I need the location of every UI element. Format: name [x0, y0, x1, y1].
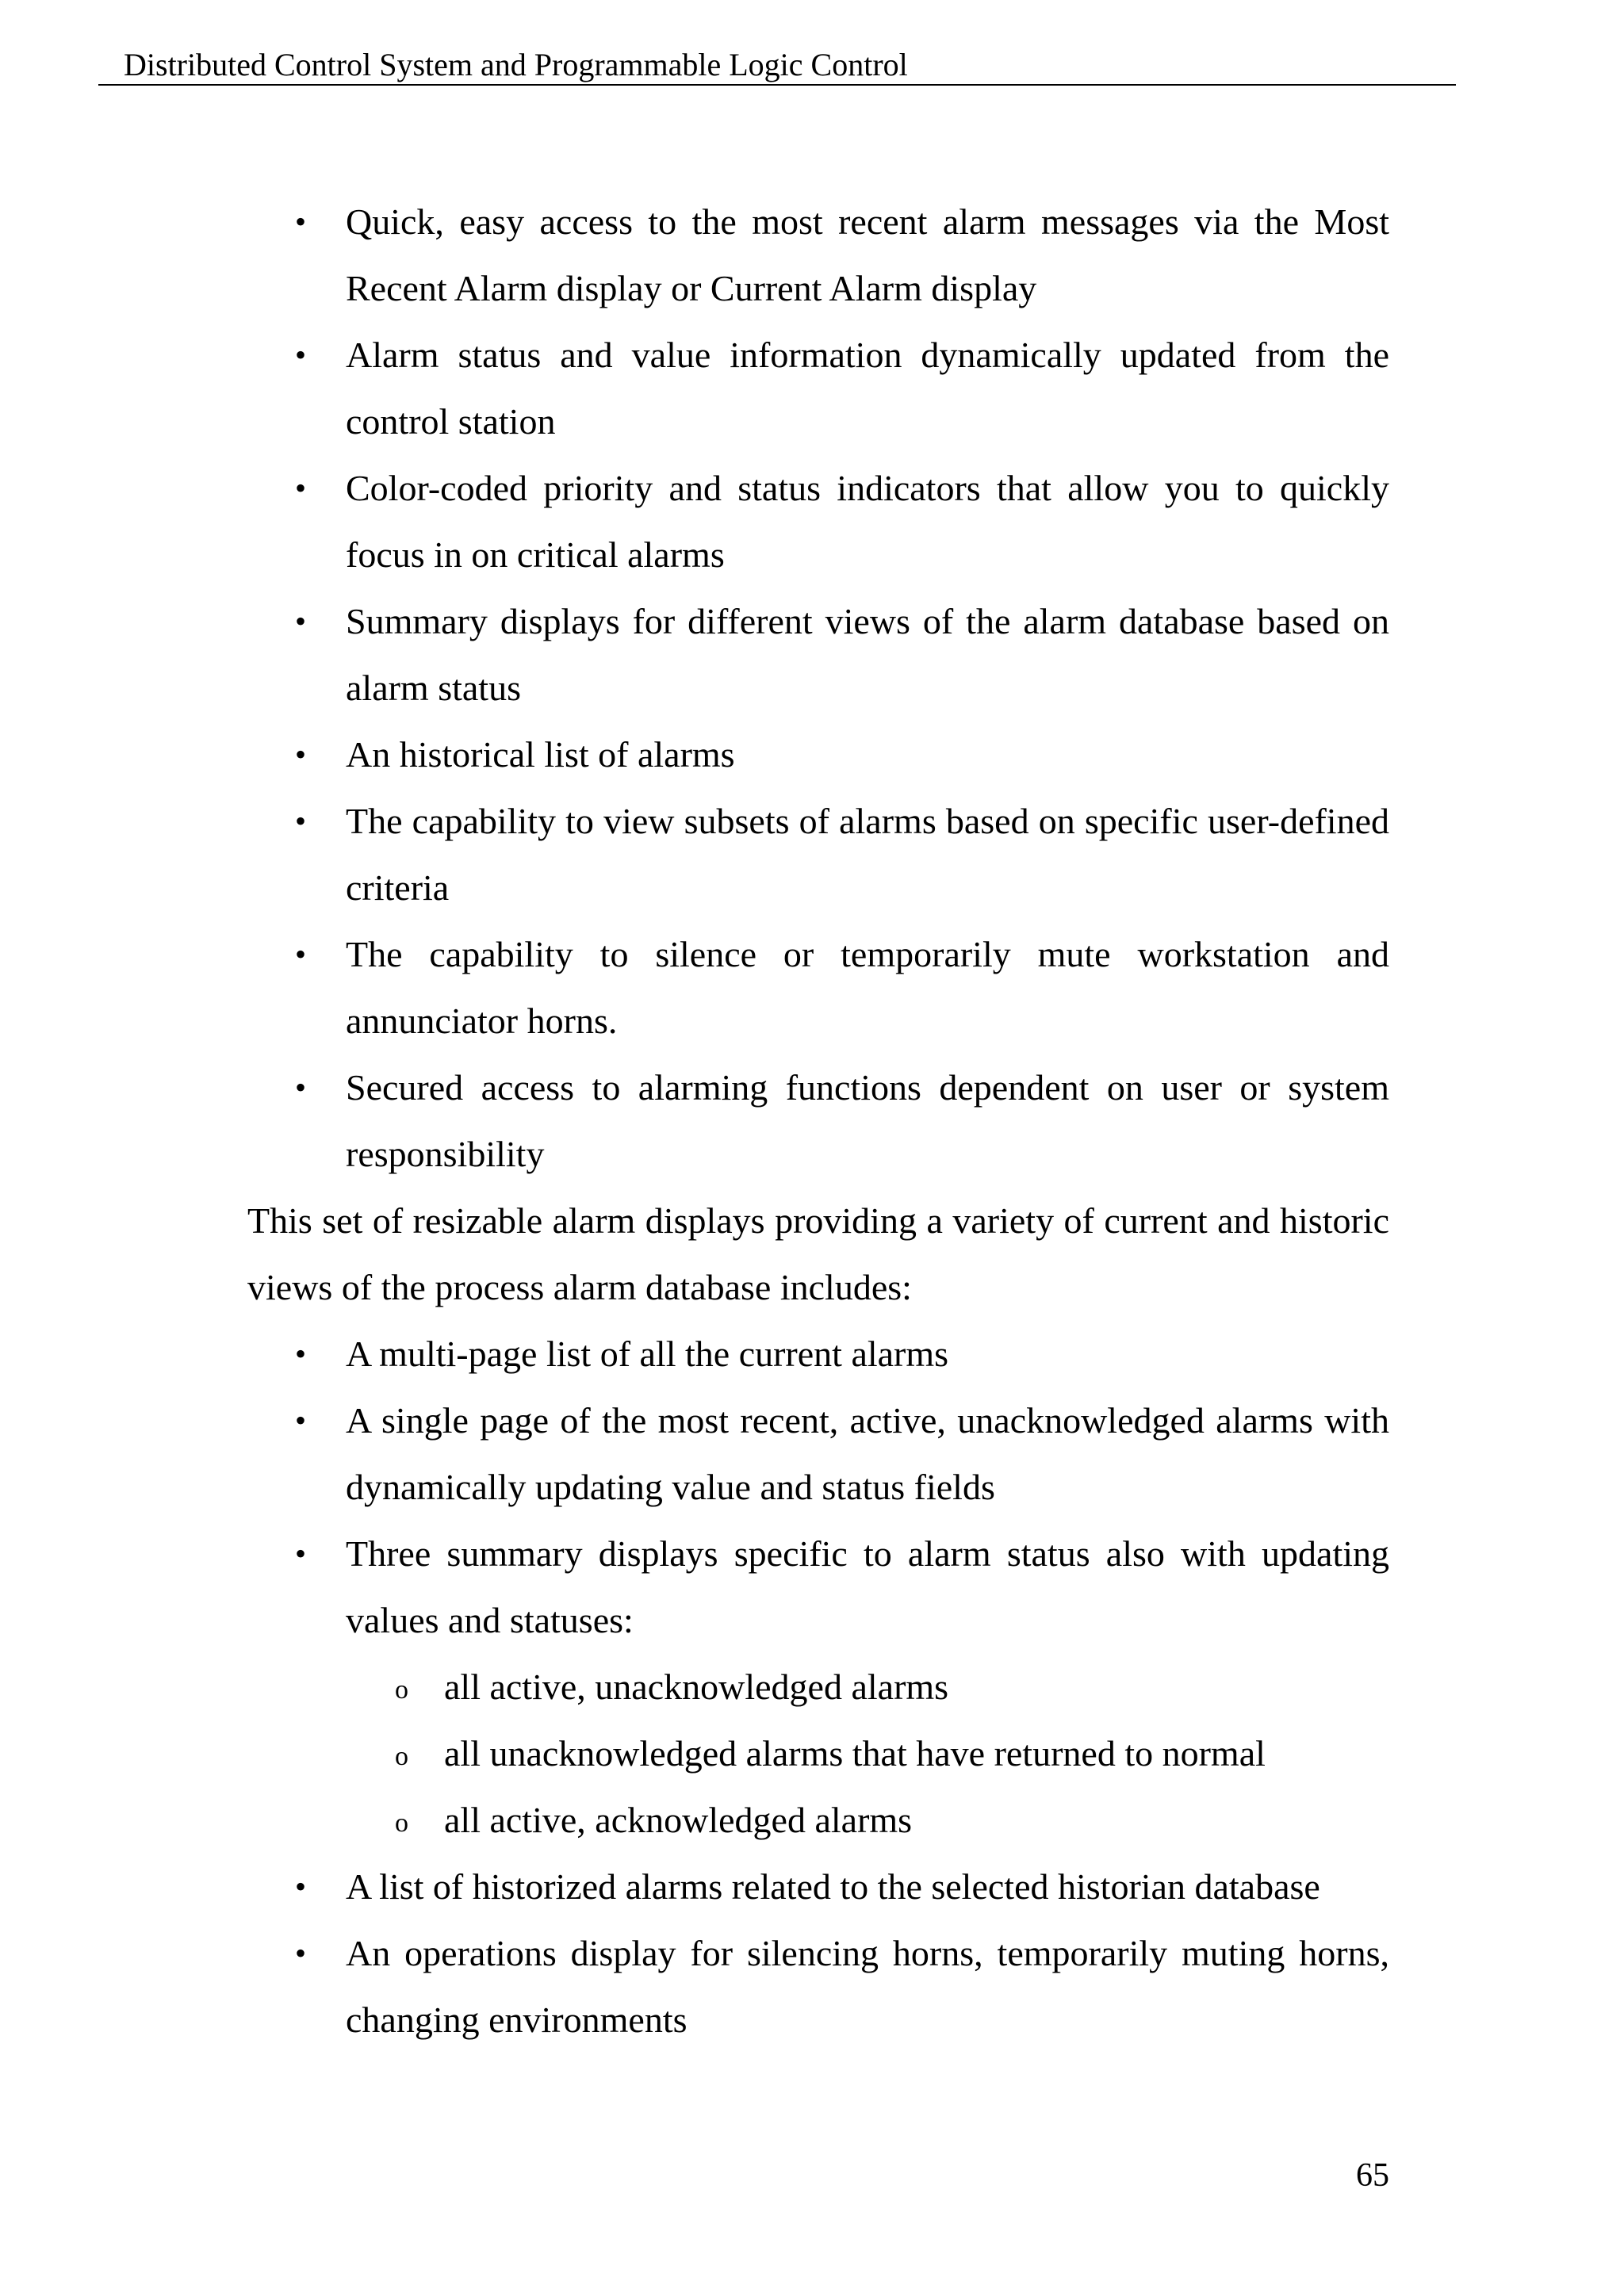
bullet-icon: • [295, 1536, 307, 1571]
list-item [247, 921, 1389, 1054]
bullet-icon: • [295, 1402, 307, 1438]
list-item-text: Summary displays for different views of the alarm database based on alarm status [346, 601, 1389, 708]
running-header [98, 46, 1456, 86]
sub-list-item-text: all unacknowledged alarms that have returned to normal [444, 1733, 1266, 1774]
circle-bullet-icon: o [395, 1742, 408, 1771]
bullet-icon: • [295, 737, 307, 772]
list-item-text: Secured access to alarming functions dependent on user or system responsibility [346, 1067, 1389, 1174]
displays-list [247, 1321, 1389, 2053]
running-header-title: Distributed Control System and Programmable Logic Control [124, 47, 908, 82]
list-item-text: An historical list of alarms [346, 734, 735, 775]
intro-paragraph: This set of resizable alarm displays providing a variety of current and historic views of the process alarm database includes: [247, 1200, 1389, 1307]
bullet-icon: • [295, 936, 307, 972]
list-item-text: A list of historized alarms related to the selected historian database [346, 1866, 1320, 1907]
list-item-text: Color-coded priority and status indicators that allow you to quickly focus in on critical alarms [346, 468, 1389, 575]
list-item [247, 1854, 1389, 1920]
list-item [247, 322, 1389, 455]
bullet-icon: • [295, 337, 307, 373]
bullet-icon: • [295, 803, 307, 839]
sub-list-item [346, 1787, 1389, 1854]
bullet-icon: • [295, 1336, 307, 1372]
list-item [247, 1387, 1389, 1521]
sub-list-item [346, 1720, 1389, 1787]
bullet-icon: • [295, 603, 307, 639]
bullet-icon: • [295, 1869, 307, 1904]
page-content [247, 189, 1389, 2053]
list-item [247, 1920, 1389, 2053]
page-number: 65 [1356, 2157, 1389, 2194]
list-item-text: The capability to silence or temporarily mute workstation and annunciator horns. [346, 934, 1389, 1041]
list-item [247, 1521, 1389, 1854]
sub-list-item [346, 1654, 1389, 1720]
list-item-text: A single page of the most recent, active, unacknowledged alarms with dynamically updating value and status fields [346, 1400, 1389, 1507]
sub-list-item-text: all active, unacknowledged alarms [444, 1667, 949, 1707]
list-item [247, 455, 1389, 588]
bullet-icon: • [295, 1070, 307, 1105]
features-list [247, 189, 1389, 1188]
list-item [247, 721, 1389, 788]
circle-bullet-icon: o [395, 1675, 408, 1705]
list-item [247, 1054, 1389, 1188]
list-item-text: An operations display for silencing horns, temporarily muting horns, changing environments [346, 1933, 1389, 2040]
list-item [247, 588, 1389, 721]
list-item [247, 788, 1389, 921]
bullet-icon: • [295, 1935, 307, 1971]
sub-list-item-text: all active, acknowledged alarms [444, 1800, 913, 1840]
list-item-text: Alarm status and value information dynamically updated from the control station [346, 335, 1389, 442]
list-item-text: Quick, easy access to the most recent alarm messages via the Most Recent Alarm display or Current Alarm display [346, 201, 1389, 308]
list-item [247, 189, 1389, 322]
bullet-icon: • [295, 470, 307, 506]
list-item [247, 1321, 1389, 1387]
list-item-text: The capability to view subsets of alarms based on specific user-defined criteria [346, 801, 1389, 908]
circle-bullet-icon: o [395, 1808, 408, 1838]
bullet-icon: • [295, 204, 307, 239]
list-item-text: Three summary displays specific to alarm status also with updating values and statuses: [346, 1533, 1389, 1640]
summary-sub-list [346, 1654, 1389, 1854]
list-item-text: A multi-page list of all the current alarms [346, 1334, 949, 1374]
